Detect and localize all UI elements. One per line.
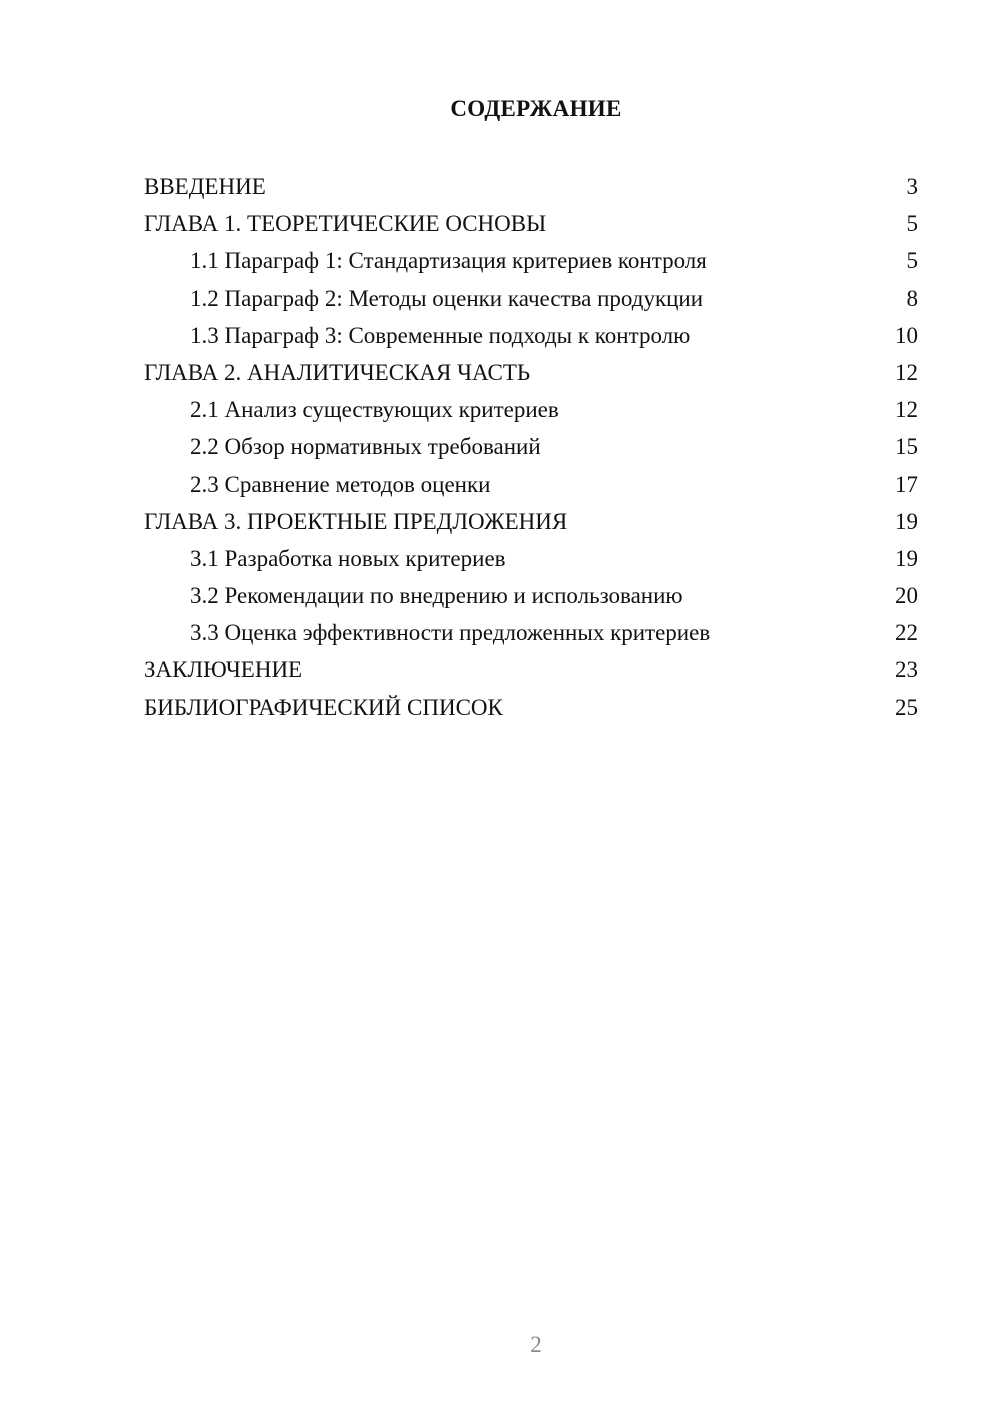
toc-entry xyxy=(144,577,918,614)
toc-entry-label: ГЛАВА 2. АНАЛИТИЧЕСКАЯ ЧАСТЬ xyxy=(144,359,531,385)
toc-entry-page: 3 xyxy=(906,174,918,199)
toc-entry-label: 2.1 Анализ существующих критериев xyxy=(190,397,559,423)
toc-entry-label: 3.2 Рекомендации по внедрению и использованию xyxy=(190,583,683,609)
toc-entry xyxy=(144,168,918,205)
toc-entry-page: 15 xyxy=(895,434,918,460)
page-title: СОДЕРЖАНИЕ xyxy=(450,96,622,121)
toc-entry-page: 19 xyxy=(895,508,918,534)
toc-entry-label: 1.2 Параграф 2: Методы оценки качества продукции xyxy=(190,285,704,311)
toc-entry-label: 2.2 Обзор нормативных требований xyxy=(190,434,541,460)
toc-entry-page: 19 xyxy=(895,545,918,571)
toc-entry-page: 23 xyxy=(895,657,918,683)
toc-entry-label: ЗАКЛЮЧЕНИЕ xyxy=(144,657,303,683)
toc-entry xyxy=(144,354,918,391)
toc-entry-label: ГЛАВА 3. ПРОЕКТНЫЕ ПРЕДЛОЖЕНИЯ xyxy=(144,508,568,534)
toc-entry-label: 2.3 Сравнение методов оценки xyxy=(190,471,491,497)
toc-entry-page: 22 xyxy=(895,620,918,646)
toc-entry xyxy=(144,205,918,242)
toc-entry xyxy=(144,614,918,651)
toc-entry-page: 10 xyxy=(895,322,918,348)
toc-entry xyxy=(144,503,918,540)
toc-entry-label: ВВЕДЕНИЕ xyxy=(144,174,266,199)
toc-entry xyxy=(144,540,918,577)
table-of-contents xyxy=(144,168,918,726)
toc-entry xyxy=(144,280,918,317)
toc-entry-label: 1.3 Параграф 3: Современные подходы к контролю xyxy=(190,322,691,348)
toc-entry-label: 3.1 Разработка новых критериев xyxy=(190,545,506,571)
toc-entry xyxy=(144,242,918,279)
toc-entry xyxy=(144,317,918,354)
toc-entry xyxy=(144,651,918,688)
toc-entry xyxy=(144,428,918,465)
toc-entry-label: ГЛАВА 1. ТЕОРЕТИЧЕСКИЕ ОСНОВЫ xyxy=(144,211,547,237)
toc-entry-page: 8 xyxy=(906,285,918,311)
toc-entry-page: 20 xyxy=(895,583,918,609)
toc-entry-page: 12 xyxy=(895,359,918,385)
toc-entry xyxy=(144,689,918,726)
toc-entry xyxy=(144,466,918,503)
toc-entry-page: 17 xyxy=(895,471,918,497)
toc-entry-label: 3.3 Оценка эффективности предложенных критериев xyxy=(190,620,711,646)
toc-entry-page: 12 xyxy=(895,397,918,423)
toc-entry xyxy=(144,391,918,428)
toc-entry-page: 25 xyxy=(895,694,918,720)
page-number: 2 xyxy=(530,1332,542,1357)
toc-entry-page: 5 xyxy=(906,248,918,274)
toc-entry-label: 1.1 Параграф 1: Стандартизация критериев контроля xyxy=(190,248,707,274)
toc-entry-page: 5 xyxy=(906,211,918,237)
toc-entry-label: БИБЛИОГРАФИЧЕСКИЙ СПИСОК xyxy=(144,694,503,720)
